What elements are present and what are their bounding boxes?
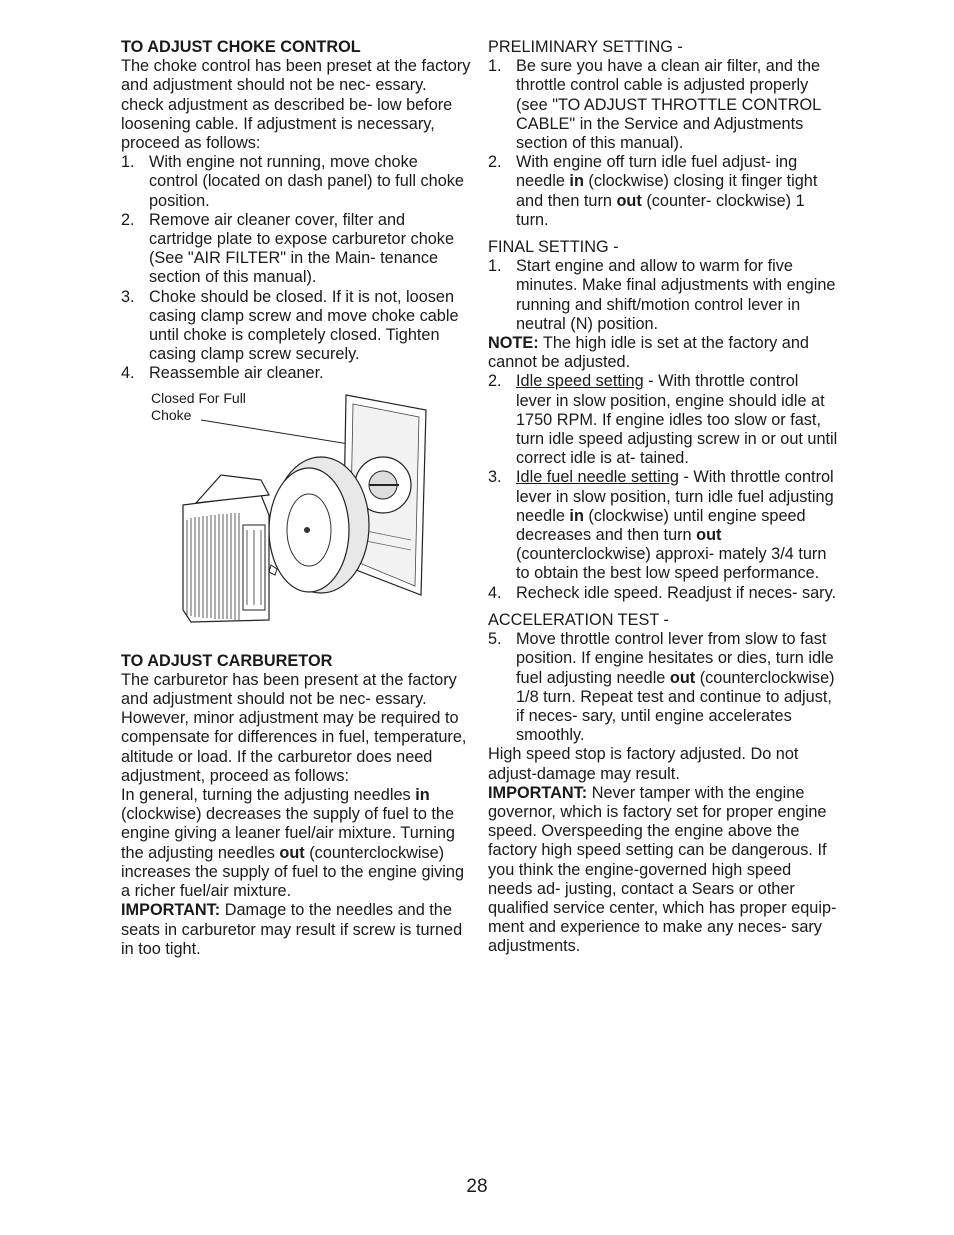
step-number: 1. [488,57,502,76]
carburetor-general: In general, turning the adjusting needles in (clockwise) decreases the supply of fuel to the engine giving a leaner fuel/air mixture. Turning the adjusting needles out (counterclockwise) increases the supply of fuel to the engine giving a richer fuel/air mixture. [121,786,465,901]
step-text: Be sure you have a clean air filter, and the throttle control cable is adjusted properly (see "TO ADJUST THROTTLE CONTROL CABLE" in the Service and Adjustments section of this manual). [516,57,821,153]
important-note-left: IMPORTANT: Damage to the needles and the seats in carburetor may result if screw is turned in too tight. [121,901,463,958]
step-text: With engine not running, move choke control (located on dash panel) to full choke position. [149,153,464,210]
step-number: 5. [488,630,502,649]
figure-caption [151,390,246,424]
carburetor-intro: The carburetor has been present at the factory and adjustment should not be nec- essary. However, minor adjustment may be required to compensate for differences in fuel, temperature, altitude or load. If the carburetor does need adjustment, proceed as follows: [121,670,467,785]
right-column [488,38,838,957]
step-number: 2. [488,153,502,172]
list-item [121,153,471,211]
list-item [488,584,838,603]
carburetor-heading: TO ADJUST CARBURETOR [121,651,333,670]
step-text: Idle speed setting - With throttle control lever in slow position, engine should idle at 1750 RPM. If engine idles too slow or fast, turn idle speed adjusting screw in or out until correct idle is at- tained. [516,372,838,468]
list-item [488,153,838,230]
caption-line-1: Closed For Full [151,389,246,406]
step-number: 4. [488,583,502,602]
step-text: Move throttle control lever from slow to fast position. If engine hesitates or dies, turn idle fuel adjusting needle out (counterclockwise) 1/8 turn. Repeat test and continue to adjust, if neces- sary, until engine accelerates smoothly. [516,630,835,745]
list-item [121,364,471,383]
step-text: Choke should be closed. If it is not, loosen casing clamp screw and move choke cable until choke is completely closed. Tighten casing clamp screw securely. [149,287,459,364]
step-number: 1. [121,153,135,172]
note: NOTE: The high idle is set at the factory and cannot be adjusted. [488,334,809,372]
step-text: Idle fuel needle setting - With throttle control lever in slow position, turn idle fuel adjusting needle in (clockwise) until engine speed decreases and then turn out (counterclockwise) approxi- mately 3/4 turn to obtain the best low speed performance. [516,468,834,583]
step-text: Reassemble air cleaner. [149,364,324,383]
list-item [488,630,838,745]
step-number: 1. [488,257,502,276]
list-item [488,257,838,334]
step-text: Recheck idle speed. Readjust if neces- sary. [516,583,837,602]
step-number: 2. [121,210,135,229]
air-cleaner-figure [121,390,471,630]
final-heading: FINAL SETTING - [488,238,619,257]
step-text: Start engine and allow to warm for five minutes. Make final adjustments with engine running and shift/motion control lever in neutral (N) position. [516,257,836,333]
step-number: 4. [121,364,135,383]
preliminary-heading: PRELIMINARY SETTING - [488,38,683,56]
list-item [488,57,838,153]
page-number: 28 [466,1176,488,1197]
list-item [121,288,471,365]
list-item [488,468,838,583]
choke-heading: TO ADJUST CHOKE CONTROL [121,38,361,56]
step-number: 3. [488,468,502,487]
choke-intro: The choke control has been preset at the factory and adjustment should not be nec- essary. check adjustment as described be- low before loosening cable. If adjustment is necessary, proceed as follows: [121,57,471,153]
list-item [121,211,471,288]
step-text: Remove air cleaner cover, filter and cartridge plate to expose carburetor choke (See "AIR FILTER" in the Main- tenance section of this manual). [149,210,454,287]
list-item [488,372,838,468]
step-number: 3. [121,287,135,306]
left-column [121,38,471,959]
acceleration-heading: ACCELERATION TEST - [488,610,669,629]
step-number: 2. [488,372,502,391]
important-note-right: IMPORTANT: Never tamper with the engine governor, which is factory set for proper engine speed. Overspeeding the engine above the factory high speed setting can be dangerous. If you think the engine-governed high speed needs ad- justing, contact a Sears or other qualified service center, which has proper equip- ment and experience to make any neces- sary adjustments. [488,783,837,956]
air-cleaner-illustration [121,390,471,630]
step-text: With engine off turn idle fuel adjust- ing needle in (clockwise) closing it finger tight and then turn out (counter- clockwise) 1 turn. [516,153,818,229]
caption-line-2: Choke [151,406,192,423]
high-speed-note: High speed stop is factory adjusted. Do not adjust-damage may result. [488,745,799,783]
